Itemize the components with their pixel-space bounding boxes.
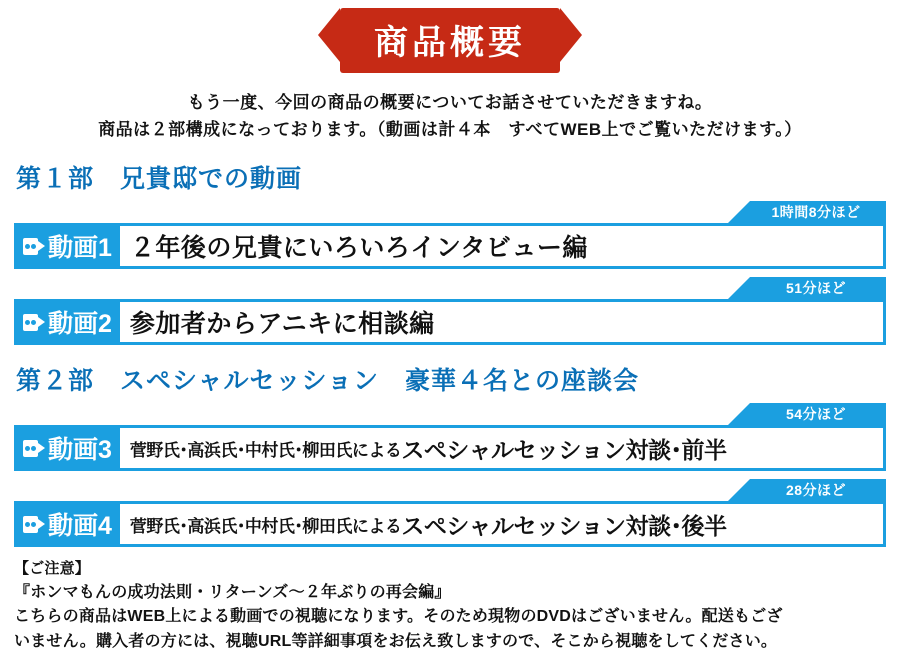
video-row[interactable]	[14, 501, 886, 547]
video-camera-icon	[23, 238, 45, 255]
video-title-prefix: 菅野氏･高浜氏･中村氏･柳田氏による	[129, 516, 402, 536]
video-tag-label: 動画1	[48, 234, 112, 263]
video-title	[120, 428, 733, 468]
video-title: ２年後の兄貴にいろいろインタビュー編	[129, 234, 588, 263]
video-row[interactable]	[14, 425, 886, 471]
video-title-main: スペシャルセッション対談･後半	[401, 512, 727, 539]
duration-label: 51分ほど	[750, 277, 886, 299]
intro-line-1: もう一度、今回の商品の概要についてお話させていただきますね。	[187, 93, 713, 112]
video-title: 参加者からアニキに相談編	[129, 310, 435, 339]
section-heading-2: 第２部 スペシャルセッション 豪華４名との座談会	[16, 367, 640, 396]
video-title-main: スペシャルセッション対談･前半	[401, 436, 727, 463]
duration-label: 1時間8分ほど	[750, 201, 886, 223]
banner-title: 商品概要	[340, 8, 560, 73]
notice-heading: 【ご注意】	[14, 560, 91, 578]
duration-bar	[14, 479, 886, 501]
video-title-prefix: 菅野氏･高浜氏･中村氏･柳田氏による	[129, 440, 402, 460]
video-camera-icon	[23, 314, 45, 331]
video-tag-label: 動画2	[48, 310, 112, 339]
video-tag	[17, 302, 120, 342]
duration-label: 54分ほど	[750, 403, 886, 425]
video-camera-icon	[23, 440, 45, 457]
video-block-2	[14, 277, 886, 345]
video-row[interactable]	[14, 299, 886, 345]
duration-label: 28分ほど	[750, 479, 886, 501]
video-block-3	[14, 403, 886, 471]
video-block-4	[14, 479, 886, 547]
notice-line-1: 『ホンマもんの成功法則・リターンズ～２年ぶりの再会編』	[14, 583, 451, 601]
video-tag	[17, 428, 120, 468]
intro-line-2: 商品は２部構成になっております。（動画は計４本 すべてWEB上でご覧いただけます。）	[98, 120, 802, 140]
video-tag	[17, 504, 120, 544]
intro-text	[0, 89, 900, 143]
notice-line-2: こちらの商品はWEB上による動画での視聴になります。そのため現物のDVDはございません。配送もござ	[14, 608, 783, 626]
notice-line-3: いません。購入者の方には、視聴URL等詳細事項をお伝え致しますので、そこから視聴をしてください。	[14, 633, 778, 651]
video-tag-label: 動画3	[48, 436, 112, 465]
duration-bar	[14, 403, 886, 425]
header-banner	[0, 8, 900, 73]
video-block-1	[14, 201, 886, 269]
section-heading-1: 第１部 兄貴邸での動画	[16, 165, 303, 194]
video-title	[120, 504, 733, 544]
duration-bar	[14, 201, 886, 223]
video-camera-icon	[23, 516, 45, 533]
video-row[interactable]	[14, 223, 886, 269]
video-tag	[17, 226, 120, 266]
video-tag-label: 動画4	[48, 512, 112, 541]
notice-block	[14, 557, 886, 655]
duration-bar	[14, 277, 886, 299]
